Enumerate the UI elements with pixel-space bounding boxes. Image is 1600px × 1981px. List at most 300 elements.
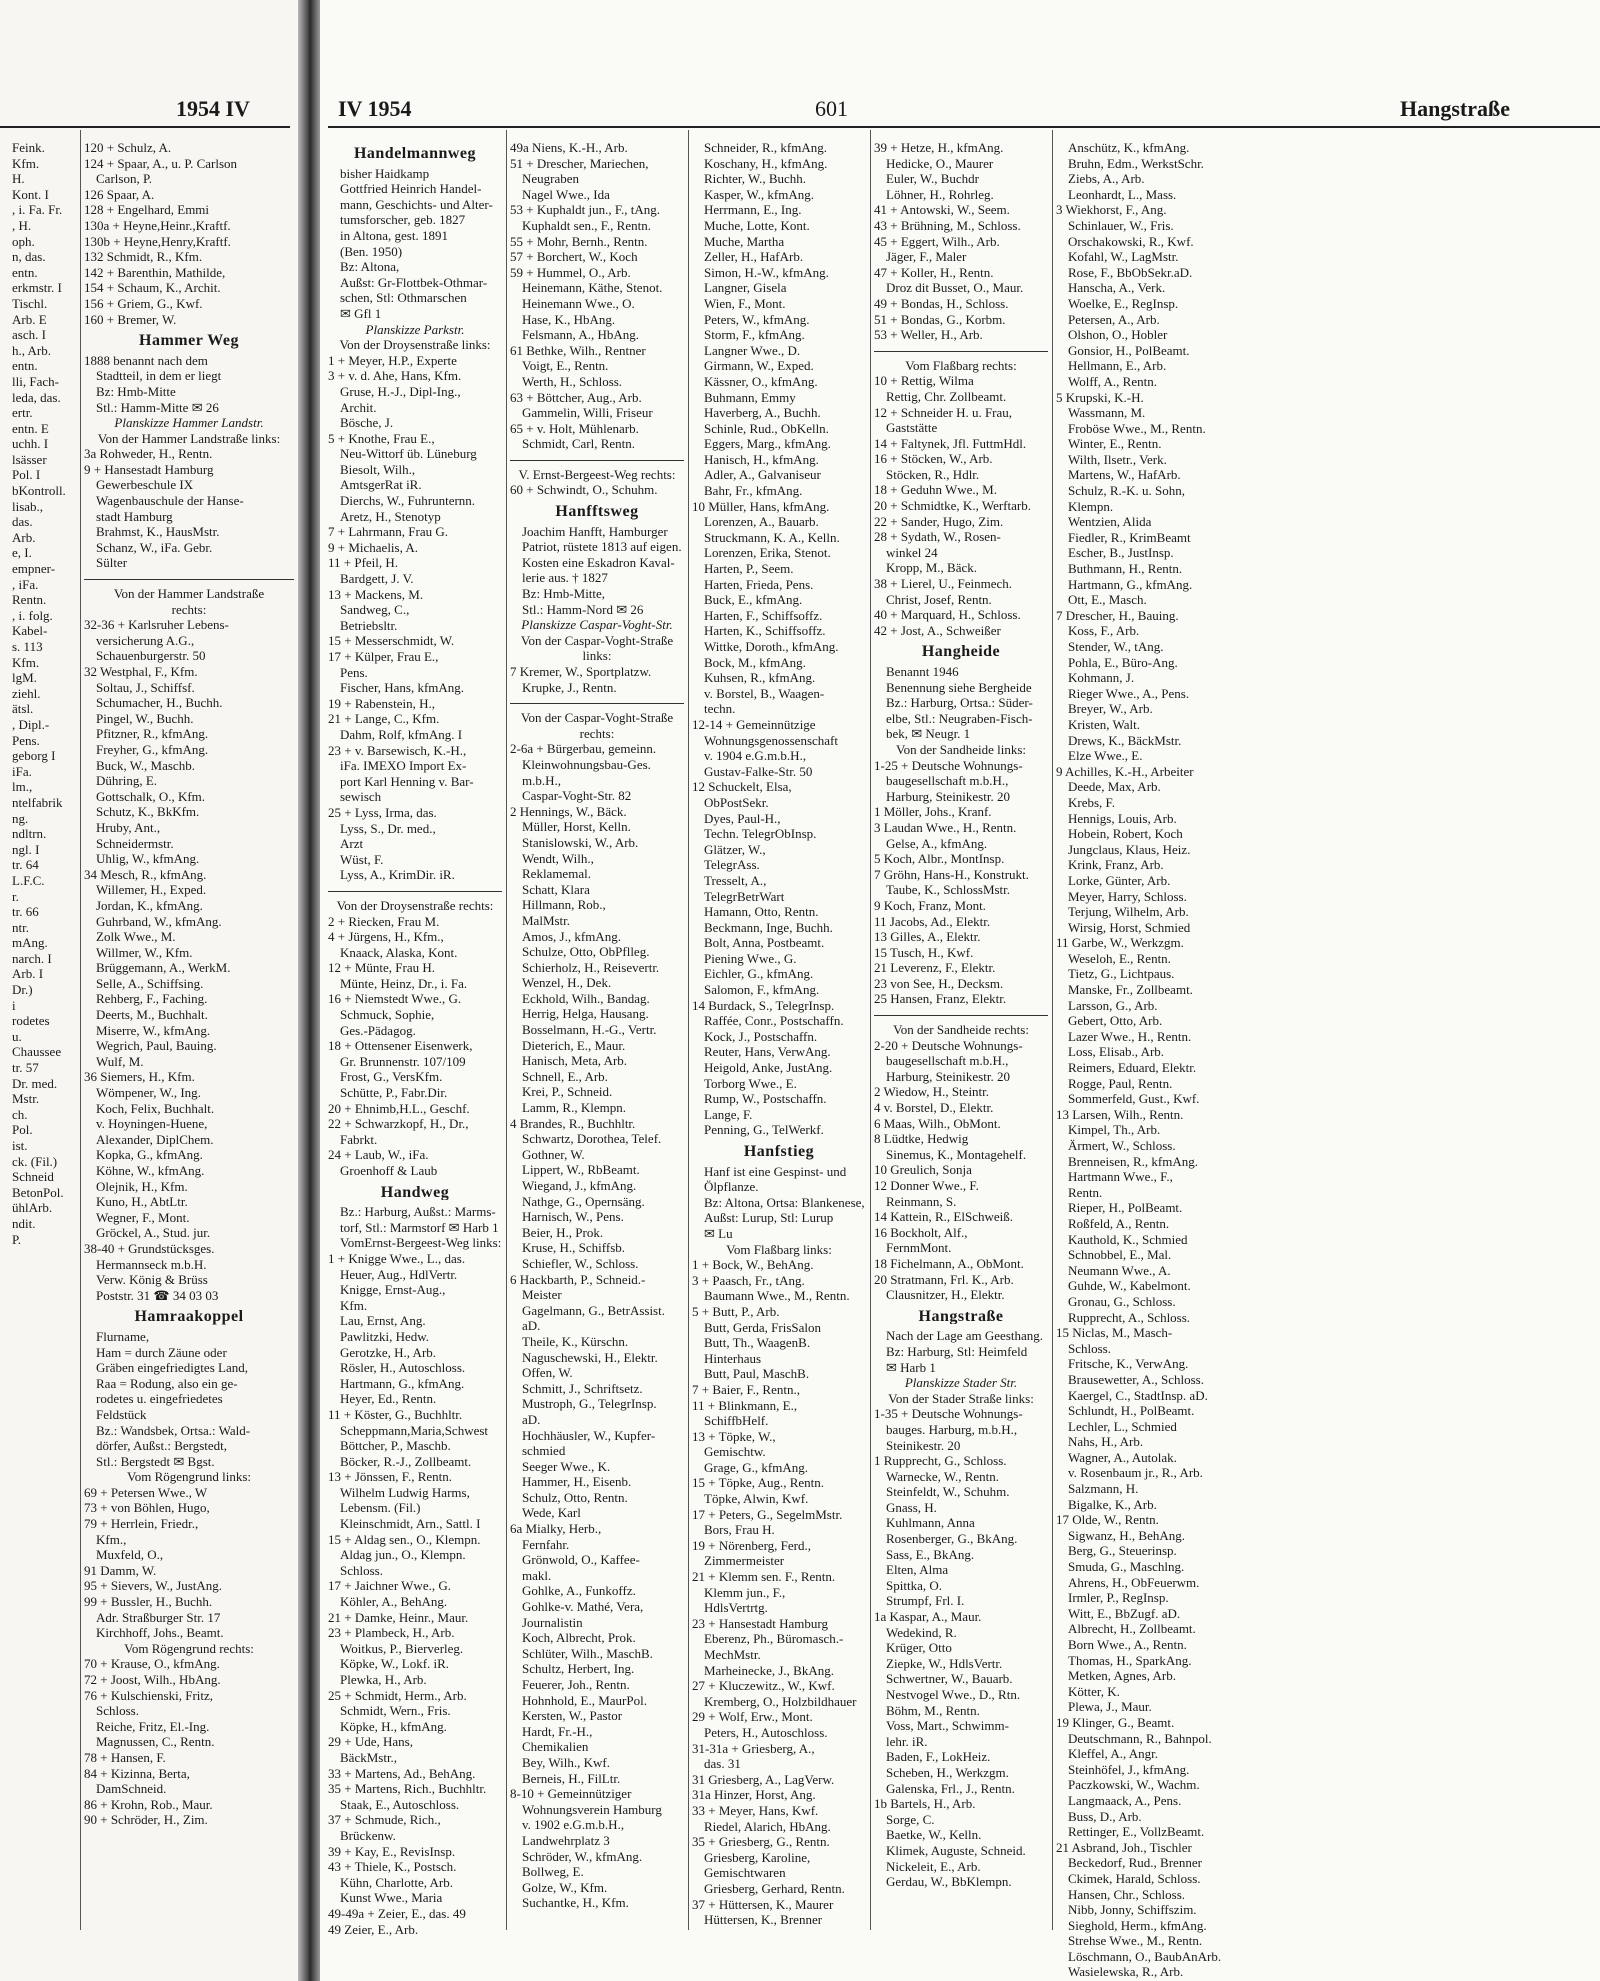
directory-line: 14 Burdack, S., TelegrInsp. bbox=[692, 997, 835, 1013]
directory-line: entn. bbox=[12, 264, 38, 280]
directory-line: Butt, Paul, MaschB. bbox=[704, 1366, 810, 1382]
directory-line: Böhm, M., Rentn. bbox=[886, 1702, 980, 1718]
directory-line: 36 Siemers, H., Kfm. bbox=[84, 1069, 195, 1085]
directory-line: Sinemus, K., Montagehelf. bbox=[886, 1146, 1027, 1162]
directory-line: 9 + Michaelis, A. bbox=[328, 539, 419, 555]
directory-line: Kofahl, W., LagMstr. bbox=[1068, 249, 1179, 265]
directory-line: Kopka, G., kfmAng. bbox=[96, 1147, 203, 1163]
left-column-fragments bbox=[0, 140, 78, 1247]
directory-line: Willemer, H., Exped. bbox=[96, 882, 207, 898]
directory-line: Feldstück bbox=[96, 1406, 147, 1422]
directory-line: Anschütz, K., kfmAng. bbox=[1068, 140, 1190, 155]
directory-line: 25 + Lyss, Irma, das. bbox=[328, 804, 437, 820]
directory-line: ndltrn. bbox=[12, 826, 47, 842]
directory-line: 84 + Kizinna, Berta, bbox=[84, 1765, 190, 1781]
directory-line: Dr.) bbox=[12, 982, 33, 998]
directory-line: Böcker, R.-J., Zollbeamt. bbox=[340, 1453, 472, 1469]
directory-line: Kruse, H., Schiffsb. bbox=[522, 1240, 626, 1256]
directory-line: 16 + Stöcken, W., Arb. bbox=[874, 451, 993, 467]
directory-line: ✉ Gfl 1 bbox=[340, 305, 382, 321]
directory-line: Gronau, G., Schloss. bbox=[1068, 1293, 1176, 1309]
directory-line: links: bbox=[582, 648, 612, 664]
header-rule bbox=[0, 126, 290, 128]
directory-line: Fritsche, K., VerwAng. bbox=[1068, 1356, 1189, 1372]
directory-line: Koss, F., Arb. bbox=[1068, 623, 1140, 639]
directory-line: Sass, E., BkAng. bbox=[886, 1546, 975, 1562]
directory-line: Schmidt, Wern., Fris. bbox=[340, 1703, 451, 1719]
directory-line: Vom Rögengrund links: bbox=[127, 1469, 251, 1485]
directory-line: Wenzel, H., Dek. bbox=[522, 975, 612, 991]
directory-line: Von der Droysenstraße links: bbox=[339, 337, 491, 353]
directory-line: rechts: bbox=[171, 601, 207, 617]
directory-line: tr. 66 bbox=[12, 904, 39, 920]
directory-line: Adr. Straßburger Str. 17 bbox=[96, 1609, 221, 1625]
directory-line: sewisch bbox=[340, 789, 382, 805]
directory-line: s. 113 bbox=[12, 639, 43, 654]
directory-line: Jäger, F., Maler bbox=[886, 249, 967, 265]
directory-line: Lazer Wwe., H., Rentn. bbox=[1068, 1028, 1192, 1044]
directory-line: Wedekind, R. bbox=[886, 1624, 957, 1640]
directory-line: ngl. I bbox=[12, 841, 40, 857]
directory-line: Olshon, O., Hobler bbox=[1068, 327, 1168, 343]
directory-line: bisher Haidkamp bbox=[340, 165, 430, 181]
directory-line: Hanisch, Meta, Arb. bbox=[522, 1053, 628, 1069]
directory-line: Klemm jun., F., bbox=[704, 1584, 786, 1600]
directory-line: iFa. IMEXO Import Ex- bbox=[340, 758, 467, 774]
directory-line: Raffée, Conr., Postschaffn. bbox=[704, 1013, 844, 1029]
directory-line: Deede, Max, Arb. bbox=[1068, 779, 1161, 795]
directory-line: Hinterhaus bbox=[704, 1350, 762, 1366]
directory-line: Simon, H.-W., kfmAng. bbox=[704, 264, 829, 280]
directory-line: Pens. bbox=[340, 664, 368, 680]
directory-line: 60 + Schwindt, O., Schuhm. bbox=[510, 482, 658, 498]
directory-line: torf, Stl.: Marmstorf ✉ Harb 1 bbox=[340, 1219, 499, 1235]
directory-line: Meister bbox=[522, 1287, 562, 1303]
directory-line: Nahs, H., Arb. bbox=[1068, 1434, 1144, 1450]
directory-line: lerie aus. † 1827 bbox=[522, 570, 608, 586]
directory-line: Rupprecht, A., Schloss. bbox=[1068, 1309, 1191, 1325]
directory-line: Plewa, J., Maur. bbox=[1068, 1699, 1152, 1715]
directory-line: Adler, A., Galvaniseur bbox=[704, 467, 821, 483]
directory-line: Hochhäusler, W., Kupfer- bbox=[522, 1427, 656, 1443]
directory-line: 11 + Pfeil, H. bbox=[328, 555, 399, 571]
street-heading: Handelmannweg bbox=[353, 146, 477, 162]
directory-line: Schröder, W., kfmAng. bbox=[522, 1848, 643, 1864]
directory-line: Glätzer, W., bbox=[704, 841, 766, 857]
directory-line: 95 + Sievers, W., JustAng. bbox=[84, 1578, 223, 1594]
directory-line: e, I. bbox=[12, 545, 32, 561]
directory-line: (Ben. 1950) bbox=[340, 243, 403, 259]
directory-line: Landwehrplatz 3 bbox=[522, 1832, 610, 1848]
directory-line: das. bbox=[12, 514, 33, 530]
directory-line: Arb. bbox=[12, 529, 36, 545]
directory-line: , i. folg. bbox=[12, 607, 53, 623]
directory-line: Steinhöfel, J., kfmAng. bbox=[1068, 1761, 1190, 1777]
directory-line: Wien, F., Mont. bbox=[704, 295, 786, 311]
directory-line: 11 Garbe, W., Werkzgm. bbox=[1056, 935, 1184, 951]
directory-line: iFa. bbox=[12, 763, 32, 779]
directory-line: Schauenburgerstr. 50 bbox=[96, 648, 206, 664]
directory-line: Fiedler, R., KrimBeamt bbox=[1068, 529, 1191, 545]
directory-line: 156 + Griem, G., Kwf. bbox=[84, 295, 203, 311]
directory-line: 76 + Kulschienski, Fritz, bbox=[84, 1687, 214, 1703]
directory-line: 20 + Ehnimb,H.L., Geschf. bbox=[328, 1100, 470, 1116]
directory-line: 6a Mialky, Herb., bbox=[510, 1521, 602, 1537]
directory-line: Salomon, F., kfmAng. bbox=[704, 982, 820, 998]
street-heading: Hanfftsweg bbox=[555, 504, 639, 520]
directory-line: 3 Wiekhorst, F., Ang. bbox=[1056, 202, 1167, 218]
directory-line: elbe, Stl.: Neugraben-Fisch- bbox=[886, 710, 1033, 726]
directory-line: Harten, Frieda, Pens. bbox=[704, 576, 814, 592]
directory-line: Schwartz, Dorothea, Telef. bbox=[522, 1131, 662, 1147]
directory-line: Rettinger, E., VollzBeamt. bbox=[1068, 1824, 1205, 1840]
directory-line: Heyer, Ed., Rentn. bbox=[340, 1391, 437, 1407]
directory-line: Joachim Hanfft, Hamburger bbox=[522, 523, 668, 539]
directory-line: Bruhn, Edm., WerkstSchr. bbox=[1068, 155, 1204, 171]
directory-line: Harnisch, W., Pens. bbox=[522, 1209, 624, 1225]
directory-line: 35 + Griesberg, G., Rentn. bbox=[692, 1834, 830, 1850]
directory-line: Neugraben bbox=[522, 171, 580, 187]
directory-line: 11 Jacobs, Ad., Elektr. bbox=[874, 913, 991, 929]
directory-line: 17 + Külper, Frau E., bbox=[328, 649, 439, 664]
directory-line: 61 Bethke, Wilh., Rentner bbox=[510, 342, 646, 358]
directory-line: Wohnungsverein Hamburg bbox=[522, 1801, 662, 1817]
directory-line: Löhner, H., Rohrleg. bbox=[886, 186, 994, 202]
directory-line: Caspar-Voght-Str. 82 bbox=[522, 788, 632, 804]
directory-line: versicherung A.G., bbox=[96, 632, 195, 648]
directory-line: Von der Hammer Landstraße links: bbox=[97, 430, 281, 446]
directory-line: tumsforscher, geb. 1827 bbox=[340, 212, 466, 228]
directory-line: Biesolt, Wilh., bbox=[340, 461, 416, 477]
directory-line: Amos, J., kfmAng. bbox=[522, 928, 621, 944]
directory-line: Buthmann, H., Rentn. bbox=[1068, 561, 1183, 577]
directory-line: Baetke, W., Kelln. bbox=[886, 1827, 982, 1843]
directory-line: Hellmann, E., Arb. bbox=[1068, 358, 1167, 374]
directory-line: Voss, Mart., Schwimm- bbox=[886, 1718, 1009, 1734]
directory-line: Meyer, Harry, Schloss. bbox=[1068, 888, 1187, 904]
street-heading: Hanfstieg bbox=[743, 1144, 815, 1160]
directory-line: Taube, K., SchlossMstr. bbox=[886, 882, 1011, 898]
directory-line: Elten, Alma bbox=[886, 1562, 949, 1578]
directory-line: Fernfahr. bbox=[522, 1536, 570, 1552]
directory-line: Buss, D., Arb. bbox=[1068, 1808, 1142, 1824]
directory-line: aD. bbox=[522, 1411, 541, 1427]
directory-line: 1 + Bock, W., BehAng. bbox=[692, 1257, 814, 1273]
directory-line: Hohnhold, E., MaurPol. bbox=[522, 1692, 647, 1708]
directory-line: 130a + Heyne,Heinr.,Kraftf. bbox=[84, 217, 231, 233]
directory-line: Deerts, M., Buchhalt. bbox=[96, 1007, 208, 1023]
directory-line: Tietz, G., Lichtpaus. bbox=[1068, 966, 1175, 982]
directory-line: 1 + Meyer, H.P., Experte bbox=[328, 352, 457, 368]
directory-line: Hartmann, G., kfmAng. bbox=[1068, 576, 1193, 592]
directory-line: 2-6a + Bürgerbau, gemeinn. bbox=[510, 741, 657, 757]
directory-line: ist. bbox=[12, 1138, 28, 1153]
directory-line: Benennung siehe Bergheide bbox=[886, 679, 1032, 695]
directory-line: 70 + Krause, O., kfmAng. bbox=[84, 1656, 220, 1672]
directory-line: 29 + Wolf, Erw., Mont. bbox=[692, 1709, 813, 1725]
directory-line: 47 + Koller, H., Rentn. bbox=[874, 264, 994, 280]
directory-line: Fischer, Hans, kfmAng. bbox=[340, 680, 465, 696]
directory-line: 13 + Töpke, W., bbox=[692, 1428, 776, 1444]
directory-line: port Karl Henning v. Bar- bbox=[340, 773, 474, 789]
directory-line: 49 Zeier, E., Arb. bbox=[328, 1921, 419, 1937]
directory-line: Von der Sandheide links: bbox=[895, 741, 1027, 757]
directory-line: 128 + Engelhard, Emmi bbox=[84, 202, 210, 218]
directory-line: Schwertner, W., Bauarb. bbox=[886, 1671, 1013, 1687]
directory-line: lm., bbox=[12, 779, 33, 795]
directory-line: Guhrband, W., kfmAng. bbox=[96, 913, 222, 929]
directory-line: Brenneisen, R., kfmAng. bbox=[1068, 1153, 1198, 1169]
directory-line: Gustav-Falke-Str. 50 bbox=[704, 763, 813, 779]
directory-line: Bz.: Harburg, Außst.: Marms- bbox=[340, 1204, 496, 1220]
column-2 bbox=[510, 140, 684, 1911]
column-rule bbox=[506, 130, 507, 1930]
directory-line: Reuter, Hans, VerwAng. bbox=[704, 1044, 831, 1060]
directory-line: 69 + Petersen Wwe., W bbox=[84, 1484, 208, 1500]
directory-line: Kfm., bbox=[96, 1531, 127, 1547]
directory-line: Gottfried Heinrich Handel- bbox=[340, 181, 482, 197]
directory-line: Kleinwohnungsbau-Ges. bbox=[522, 756, 651, 772]
directory-line: 4 + Jürgens, H., Kfm., bbox=[328, 929, 444, 945]
directory-line: Riedel, Alarich, HbAng. bbox=[704, 1818, 831, 1834]
directory-line: Stöcken, R., Hdlr. bbox=[886, 466, 980, 482]
directory-line: 37 + Hüttersen, K., Maurer bbox=[692, 1896, 834, 1912]
directory-line: Pens. bbox=[12, 732, 40, 748]
directory-line: Jungclaus, Klaus, Heiz. bbox=[1068, 841, 1191, 857]
directory-line: Beckmann, Inge, Buchh. bbox=[704, 919, 833, 935]
column-rule bbox=[870, 130, 871, 1930]
directory-line: SchiffbHelf. bbox=[704, 1413, 769, 1429]
directory-line: 7 Drescher, H., Bauing. bbox=[1056, 607, 1179, 623]
left-page bbox=[0, 0, 298, 1981]
directory-line: 19 Klinger, G., Beamt. bbox=[1056, 1714, 1175, 1730]
directory-line: Harburg, Steinikestr. 20 bbox=[886, 788, 1010, 804]
directory-line: Brausewetter, A., Schloss. bbox=[1068, 1371, 1204, 1387]
directory-line: TelegrBetrWart bbox=[704, 888, 785, 904]
directory-line: Suchantke, H., Kfm. bbox=[522, 1895, 629, 1911]
directory-line: rodetes u. eingefriedetes bbox=[96, 1391, 223, 1407]
directory-line: AmtsgerRat iR. bbox=[340, 477, 422, 493]
directory-line: Bösche, J. bbox=[340, 415, 394, 431]
directory-line: 57 + Borchert, W., Koch bbox=[510, 249, 638, 265]
section-divider bbox=[874, 343, 1048, 352]
directory-line: Schmuck, Sophie, bbox=[340, 1007, 435, 1023]
directory-line: asch. I bbox=[12, 327, 46, 343]
directory-line: Köhler, A., BehAng. bbox=[340, 1594, 448, 1610]
directory-line: Planskizze Stader Str. bbox=[904, 1375, 1018, 1391]
directory-line: Feink. bbox=[12, 140, 45, 155]
directory-line: Jordan, K., kfmAng. bbox=[96, 897, 203, 913]
directory-line: ntr. bbox=[12, 919, 29, 935]
directory-line: Außst: Lurup, Stl: Lurup bbox=[704, 1210, 834, 1226]
directory-line: Salzmann, H. bbox=[1068, 1481, 1139, 1497]
directory-line: 39 + Hetze, H., kfmAng. bbox=[874, 140, 1004, 155]
directory-line: ntelfabrik bbox=[12, 794, 63, 810]
directory-line: Brückenw. bbox=[340, 1827, 396, 1843]
directory-line: Chemikalien bbox=[522, 1739, 589, 1755]
directory-line: Felsmann, A., HbAng. bbox=[522, 327, 639, 343]
directory-line: 33 + Martens, Ad., BehAng. bbox=[328, 1765, 476, 1781]
directory-line: 15 + Messerschmidt, W. bbox=[328, 633, 455, 649]
directory-line: Stl.: Bergstedt ✉ Bgst. bbox=[96, 1453, 215, 1469]
directory-line: Wolff, A., Rentn. bbox=[1068, 373, 1157, 389]
directory-line: Wulf, M. bbox=[96, 1053, 144, 1069]
directory-line: 13 Gilles, A., Elektr. bbox=[874, 929, 981, 945]
directory-line: Gonsior, H., PolBeamt. bbox=[1068, 342, 1190, 358]
directory-line: Kropp, M., Bäck. bbox=[886, 560, 977, 576]
directory-line: bKontroll. bbox=[12, 483, 66, 499]
directory-line: n, das. bbox=[12, 249, 46, 265]
directory-line: 5 + Knothe, Frau E., bbox=[328, 430, 435, 446]
directory-line: Klempn. bbox=[1068, 498, 1114, 514]
column-3 bbox=[692, 140, 866, 1928]
directory-line: aD. bbox=[522, 1318, 541, 1334]
directory-line: Orschakowski, R., Kwf. bbox=[1068, 233, 1194, 249]
directory-line: Euler, W., Buchdr bbox=[886, 171, 979, 187]
directory-line: h., Arb. bbox=[12, 342, 51, 358]
directory-line: Kuhsen, R., kfmAng. bbox=[704, 670, 816, 686]
directory-line: 16 + Niemstedt Wwe., G. bbox=[328, 991, 462, 1007]
directory-line: Gohlke-v. Mathé, Vera, bbox=[522, 1599, 644, 1615]
directory-line: Nach der Lage am Geesthang. bbox=[886, 1328, 1044, 1344]
directory-line: 43 + Brühning, M., Schloss. bbox=[874, 217, 1021, 233]
directory-line: Gammelin, Willi, Friseur bbox=[522, 405, 653, 421]
directory-line: Kötter, K. bbox=[1068, 1683, 1120, 1699]
directory-line: 2-20 + Deutsche Wohnungs- bbox=[874, 1037, 1023, 1053]
directory-line: 3 + Paasch, Fr., tAng. bbox=[692, 1272, 805, 1288]
directory-line: bauges. Harburg, m.b.H., bbox=[886, 1421, 1018, 1437]
directory-line: lgM. bbox=[12, 670, 37, 686]
directory-line: Alexander, DiplChem. bbox=[96, 1131, 214, 1147]
directory-line: Tresselt, A., bbox=[704, 872, 767, 888]
directory-line: ertr. bbox=[12, 405, 33, 421]
directory-line: Weseloh, E., Rentn. bbox=[1068, 950, 1171, 966]
directory-line: techn. bbox=[704, 701, 736, 717]
directory-line: 32-36 + Karlsruher Lebens- bbox=[84, 617, 229, 633]
directory-line: 31 Griesberg, A., LagVerw. bbox=[692, 1771, 835, 1787]
directory-line: 18 + Ottensener Eisenwerk, bbox=[328, 1038, 473, 1054]
directory-line: Rentn. bbox=[12, 592, 47, 608]
directory-line: 142 + Barenthin, Mathilde, bbox=[84, 264, 226, 280]
directory-line: Droz dit Busset, O., Maur. bbox=[886, 280, 1024, 296]
directory-line: mAng. bbox=[12, 935, 48, 951]
directory-line: 4 Brandes, R., Buchhltr. bbox=[510, 1115, 636, 1131]
directory-line: Steinfeldt, W., Schuhm. bbox=[886, 1484, 1010, 1500]
directory-line: Scheppmann,Maria,Schwest bbox=[340, 1422, 489, 1438]
directory-line: Neu-Wittorf üb. Lüneburg bbox=[340, 446, 477, 462]
directory-line: 12 + Schneider H. u. Frau, bbox=[874, 404, 1013, 420]
directory-line: Stadtteil, in dem er liegt bbox=[96, 368, 222, 384]
directory-line: Vom Rögengrund rechts: bbox=[124, 1640, 254, 1656]
directory-line: 5 + Butt, P., Arb. bbox=[692, 1303, 780, 1319]
directory-line: Journalistin bbox=[522, 1614, 583, 1630]
column-rule bbox=[688, 130, 689, 1930]
directory-line: Bz: Hmb-Mitte bbox=[96, 383, 176, 399]
directory-line: 21 + Klemm sen. F., Rentn. bbox=[692, 1569, 836, 1585]
directory-line: BäckMstr., bbox=[340, 1749, 398, 1765]
directory-line: 7 + Lahrmann, Frau G. bbox=[328, 524, 448, 540]
directory-line: Carlson, P. bbox=[96, 171, 152, 187]
directory-line: 20 + Schmidtke, K., Werftarb. bbox=[874, 498, 1031, 514]
directory-line: 31a Hinzer, Horst, Ang. bbox=[692, 1787, 816, 1803]
directory-line: Freyher, G., kfmAng. bbox=[96, 741, 209, 757]
directory-line: 14 Kattein, R., ElSchweiß. bbox=[874, 1209, 1014, 1225]
street-heading: Hammer Weg bbox=[139, 333, 239, 349]
directory-line: 16 Bockholt, Alf., bbox=[874, 1224, 968, 1240]
column-4 bbox=[874, 140, 1048, 1890]
directory-line: 124 + Spaar, A., u. P. Carlson bbox=[84, 155, 238, 171]
directory-line: Hartmann Wwe., F., bbox=[1068, 1169, 1173, 1185]
directory-line: 40 + Marquard, H., Schloss. bbox=[874, 607, 1021, 623]
directory-line: Köhne, W., kfmAng. bbox=[96, 1163, 205, 1178]
directory-line: Benannt 1946 bbox=[886, 664, 959, 679]
directory-line: 13 + Mackens, M. bbox=[328, 586, 424, 602]
directory-line: Grage, G., kfmAng. bbox=[704, 1459, 808, 1475]
directory-line: Hanscha, A., Verk. bbox=[1068, 280, 1166, 296]
directory-line: Hobein, Robert, Koch bbox=[1068, 826, 1183, 842]
directory-line: Wegner, F., Mont. bbox=[96, 1209, 190, 1225]
directory-line: Kässner, O., kfmAng. bbox=[704, 373, 818, 389]
directory-line: Gerotzke, H., Arb. bbox=[340, 1344, 437, 1360]
directory-line: 22 + Schwarzkopf, H., Dr., bbox=[328, 1116, 469, 1132]
directory-line: tr. 64 bbox=[12, 857, 39, 873]
directory-line: Torborg Wwe., E. bbox=[704, 1075, 797, 1091]
directory-line: Escher, B., JustInsp. bbox=[1068, 545, 1174, 561]
directory-line: 9 + Hansestadt Hamburg bbox=[84, 461, 214, 477]
directory-line: 6 Maas, Wilh., ObMont. bbox=[874, 1115, 1001, 1131]
directory-line: Neumann Wwe., A. bbox=[1068, 1262, 1171, 1278]
directory-line: Staak, E., Autoschloss. bbox=[340, 1796, 460, 1812]
directory-line: 39 + Kay, E., RevisInsp. bbox=[328, 1843, 456, 1859]
directory-line: Piening Wwe., G. bbox=[704, 950, 797, 966]
directory-line: v. 1902 e.G.m.b.H., bbox=[522, 1817, 625, 1833]
directory-line: Harten, P., Seem. bbox=[704, 561, 794, 577]
directory-line: Bock, M., kfmAng. bbox=[704, 654, 806, 670]
directory-line: Hermannseck m.b.H. bbox=[96, 1256, 207, 1272]
directory-line: Gaststätte bbox=[886, 420, 938, 436]
directory-line: Von der Stader Straße links: bbox=[888, 1390, 1034, 1406]
directory-line: 3 + v. d. Ahe, Hans, Kfm. bbox=[328, 368, 462, 384]
directory-line: Von der Caspar-Voght-Straße bbox=[520, 710, 674, 726]
directory-line: 1-35 + Deutsche Wohnungs- bbox=[874, 1406, 1023, 1422]
directory-line: 12-14 + Gemeinnützige bbox=[692, 716, 816, 732]
directory-line: 27 + Kluczewitz., W., Kwf. bbox=[692, 1678, 835, 1694]
directory-line: Schulz, Otto, Rentn. bbox=[522, 1489, 628, 1505]
directory-line: Ziebs, A., Arb. bbox=[1068, 171, 1145, 187]
directory-line: Werth, H., Schloss. bbox=[522, 373, 623, 389]
directory-line: ✉ Harb 1 bbox=[886, 1359, 936, 1375]
directory-line: Kfm. bbox=[12, 155, 40, 171]
directory-line: Beckedorf, Rud., Brenner bbox=[1068, 1855, 1202, 1871]
directory-line: Wagner, A., Autolak. bbox=[1068, 1449, 1177, 1465]
directory-line: Böttcher, P., Maschb. bbox=[340, 1438, 451, 1454]
directory-line: Lorenzen, Erika, Stenot. bbox=[704, 545, 831, 561]
directory-line: Lechler, L., Schmied bbox=[1068, 1418, 1177, 1434]
directory-line: 18 Fichelmann, A., ObMont. bbox=[874, 1255, 1024, 1271]
directory-line: 90 + Schröder, H., Zim. bbox=[84, 1812, 208, 1828]
directory-line: Schlüter, Wilh., MaschB. bbox=[522, 1645, 653, 1661]
directory-line: 38-40 + Grundstücksges. bbox=[84, 1240, 215, 1256]
directory-line: Wegrich, Paul, Bauing. bbox=[96, 1038, 217, 1054]
directory-line: v. Borstel, B., Waagen- bbox=[704, 685, 825, 701]
directory-line: 21 Asbrand, Joh., Tischler bbox=[1056, 1839, 1192, 1855]
directory-line: Kohmann, J. bbox=[1068, 670, 1135, 686]
directory-line: Bigalke, K., Arb. bbox=[1068, 1496, 1157, 1512]
directory-line: Stender, W., tAng. bbox=[1068, 639, 1164, 654]
directory-line: Koschany, H., kfmAng. bbox=[704, 155, 828, 171]
directory-line: leda, das. bbox=[12, 389, 61, 405]
directory-line: , Dipl.- bbox=[12, 716, 50, 732]
